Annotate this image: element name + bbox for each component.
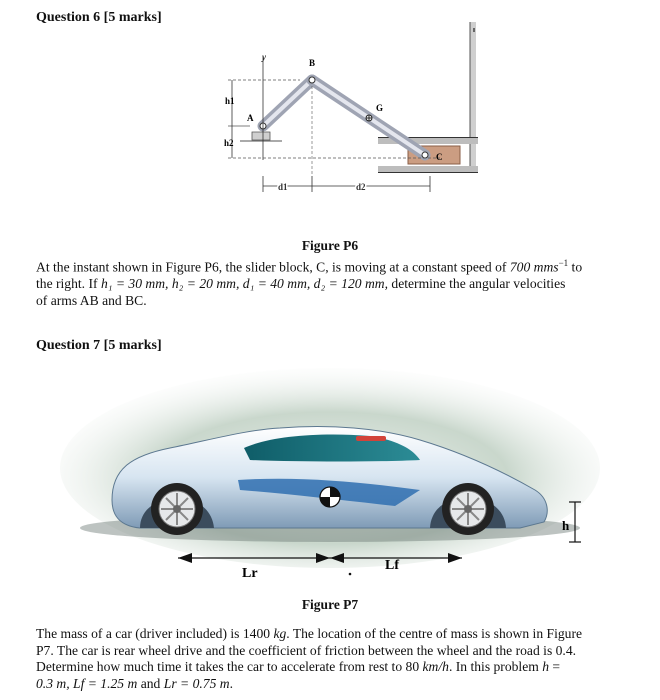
q7-l1a: The mass of a car (driver included) is 1400 xyxy=(36,626,274,641)
q6-given-values: h₁ = 30 mm, h₂ = 20 mm, d₁ = 40 mm, d₂ = 120 mm, xyxy=(100,276,388,292)
label-g: G xyxy=(376,103,384,113)
roof-light xyxy=(356,436,386,441)
q6-l2b: determine the angular velocities xyxy=(388,276,566,292)
lower-rail xyxy=(378,166,478,172)
q6-l2a: the right. If xyxy=(36,276,101,292)
pin-b xyxy=(309,77,315,83)
com-ground-dot xyxy=(349,573,352,576)
q6-line-3: of arms AB and BC. xyxy=(36,292,147,308)
q6-l1a: At the instant shown in Figure P6, the slider block, C, is moving at a constant speed of xyxy=(36,259,510,275)
q7-l4m2: Lr = 0.75 m xyxy=(163,675,230,691)
q7-l4m: 0.3 m, Lf = 1.25 m xyxy=(36,675,138,691)
figure-p6-caption: Figure P6 xyxy=(301,238,359,253)
q7-heading: Question 7 [5 marks] xyxy=(36,338,162,353)
q7-paragraph xyxy=(36,626,626,692)
q7-speed-unit: km/h xyxy=(422,659,449,674)
wall-rect xyxy=(470,22,476,172)
label-c: C xyxy=(436,152,443,162)
label-d1: d1 xyxy=(278,182,288,192)
q6-line-2 xyxy=(36,276,626,293)
q7-line-2: P7. The car is rear wheel drive and the coefficient of friction between the wheel and the road is 0.4. xyxy=(36,642,577,658)
label-lf: Lf xyxy=(385,558,399,573)
label-lr: Lr xyxy=(242,566,258,581)
q7-l4b: . xyxy=(229,675,233,691)
q6-heading: Question 6 [5 marks] xyxy=(36,10,162,25)
rear-hub xyxy=(173,505,181,513)
pin-c xyxy=(422,152,428,158)
q6-speed: 700 mms xyxy=(509,259,559,275)
q7-l4a: and xyxy=(137,675,164,691)
q6-speed-exp: −1 xyxy=(558,258,569,268)
label-y: y xyxy=(262,52,266,62)
q6-l1b: to xyxy=(568,259,583,275)
pivot-base xyxy=(252,132,270,140)
q7-l3c: = xyxy=(549,659,561,674)
figure-p7-caption: Figure P7 xyxy=(301,597,359,612)
front-wheel xyxy=(442,483,494,535)
linkage-figure xyxy=(215,20,485,200)
label-h: h xyxy=(562,518,570,533)
q7-l1b: . The location of the centre of mass is shown in Figure xyxy=(286,626,583,641)
q7-line-3 xyxy=(36,659,626,676)
centre-of-mass-icon xyxy=(320,487,340,507)
q7-line-1 xyxy=(36,626,626,643)
front-hub xyxy=(464,505,472,513)
q7-l3a: Determine how much time it takes the car to accelerate from rest to 80 xyxy=(36,659,423,674)
car-figure xyxy=(60,368,600,593)
q7-l3b: . In this problem xyxy=(448,659,543,674)
q7-mass-unit: kg xyxy=(273,626,287,641)
q7-h-symbol: h xyxy=(542,659,550,674)
arm-ab-highlight xyxy=(263,80,312,126)
q7-line-4 xyxy=(36,676,626,693)
rear-wheel xyxy=(151,483,203,535)
q6-paragraph xyxy=(36,255,626,309)
label-d2: d2 xyxy=(356,182,366,192)
q6-line-1 xyxy=(36,255,626,276)
label-h1: h1 xyxy=(225,96,235,106)
label-b: B xyxy=(309,58,316,68)
lr-left-arrow xyxy=(178,553,192,563)
label-h2: h2 xyxy=(224,138,234,148)
label-a: A xyxy=(247,113,254,123)
